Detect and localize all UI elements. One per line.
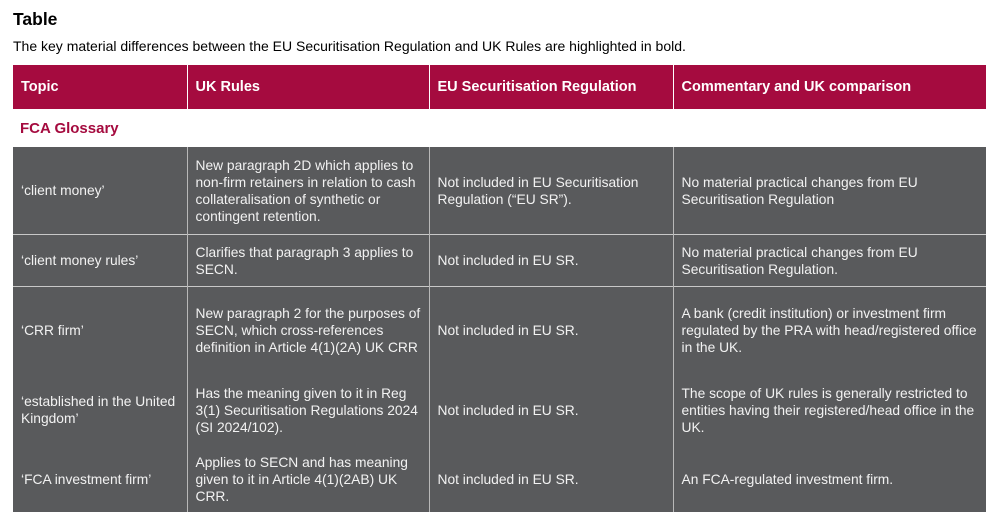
- cell-topic: ‘established in the United Kingdom’: [13, 374, 187, 446]
- cell-eu-sr: Not included in EU SR.: [429, 374, 673, 446]
- header-eu-sr: EU Securitisation Regulation: [429, 65, 673, 109]
- page-subtitle: The key material differences between the EU Securitisation Regulation and UK Rules are highlighted in bold.: [13, 38, 686, 54]
- table-row: [13, 446, 986, 512]
- table-row: [13, 287, 986, 375]
- cell-commentary: An FCA-regulated investment firm.: [673, 446, 986, 512]
- cell-topic: ‘FCA investment firm’: [13, 446, 187, 512]
- section-row: [13, 109, 986, 147]
- page-title: Table: [13, 9, 58, 29]
- table-row: [13, 235, 986, 287]
- header-topic: Topic: [13, 65, 187, 109]
- cell-uk-rules: Clarifies that paragraph 3 applies to SECN.: [187, 235, 429, 287]
- cell-eu-sr: Not included in EU Securitisation Regulation (“EU SR”).: [429, 147, 673, 235]
- comparison-table: [13, 65, 986, 512]
- cell-uk-rules: Has the meaning given to it in Reg 3(1) Securitisation Regulations 2024 (SI 2024/102).: [187, 374, 429, 446]
- cell-eu-sr: Not included in EU SR.: [429, 235, 673, 287]
- header-commentary: Commentary and UK comparison: [673, 65, 986, 109]
- cell-commentary: A bank (credit institution) or investment firm regulated by the PRA with head/registered office in the UK.: [673, 287, 986, 375]
- cell-eu-sr: Not included in EU SR.: [429, 446, 673, 512]
- table-header-row: [13, 65, 986, 109]
- cell-topic: ‘CRR firm’: [13, 287, 187, 375]
- cell-uk-rules: New paragraph 2 for the purposes of SECN, which cross-references definition in Article 4(1)(2A) UK CRR: [187, 287, 429, 375]
- cell-commentary: No material practical changes from EU Securitisation Regulation: [673, 147, 986, 235]
- header-uk-rules: UK Rules: [187, 65, 429, 109]
- cell-topic: ‘client money’: [13, 147, 187, 235]
- cell-commentary: No material practical changes from EU Securitisation Regulation.: [673, 235, 986, 287]
- table-row: [13, 374, 986, 446]
- cell-eu-sr: Not included in EU SR.: [429, 287, 673, 375]
- cell-uk-rules: Applies to SECN and has meaning given to it in Article 4(1)(2AB) UK CRR.: [187, 446, 429, 512]
- cell-topic: ‘client money rules’: [13, 235, 187, 287]
- table-row: [13, 147, 986, 235]
- cell-commentary: The scope of UK rules is generally restricted to entities having their registered/head office in the UK.: [673, 374, 986, 446]
- cell-uk-rules: New paragraph 2D which applies to non-firm retainers in relation to cash collateralisation of synthetic or contingent retention.: [187, 147, 429, 235]
- section-title: FCA Glossary: [13, 109, 986, 147]
